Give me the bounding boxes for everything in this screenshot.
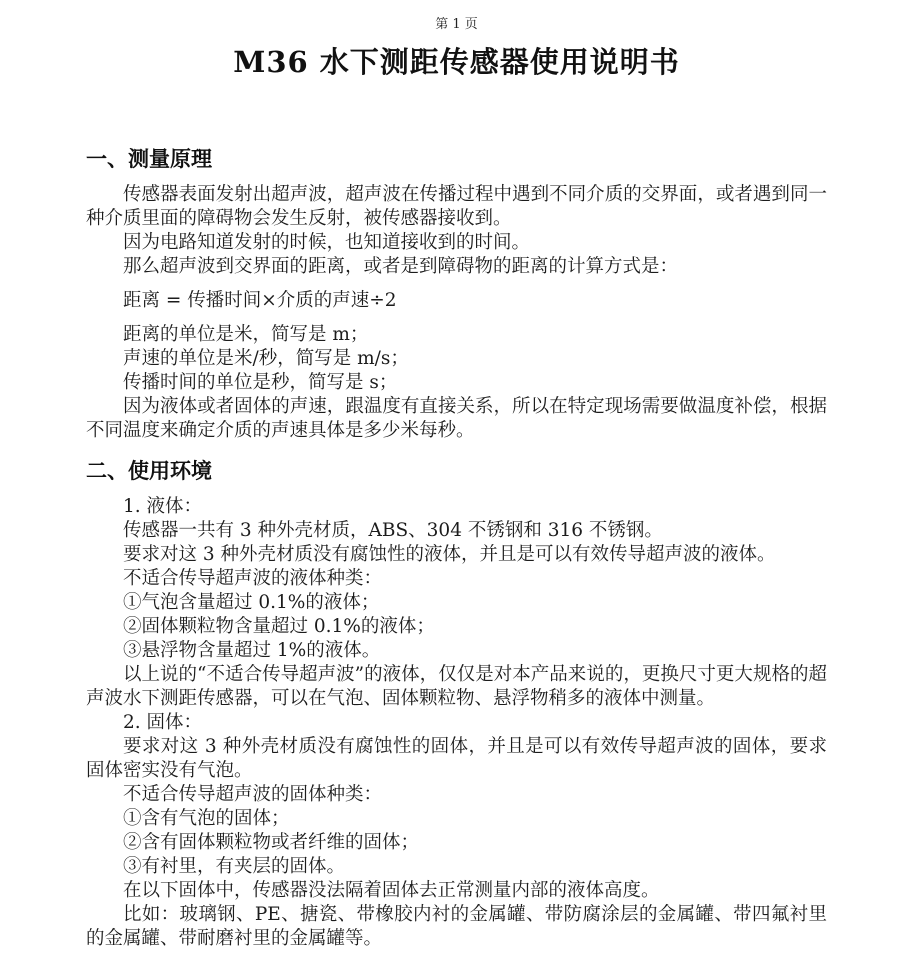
paragraph: 传感器一共有 3 种外壳材质，ABS、304 不锈钢和 316 不锈钢。 <box>123 520 663 541</box>
paragraph: 因为液体或者固体的声速，跟温度有直接关系，所以在特定现场需要做温度补偿，根据不同温度来确定介质的声速具体是多少米每秒。 <box>86 396 827 441</box>
paragraph: 声速的单位是米/秒，简写是 m/s； <box>123 348 409 369</box>
paragraph: 不适合传导超声波的液体种类： <box>123 568 383 589</box>
paragraph: 2. 固体： <box>123 712 203 733</box>
paragraph: ①含有气泡的固体； <box>123 808 290 829</box>
paragraph: 传播时间的单位是秒，简写是 s； <box>123 372 398 393</box>
paragraph: ②固体颗粒物含量超过 0.1%的液体； <box>123 616 435 637</box>
paragraph: ②含有固体颗粒物或者纤维的固体； <box>123 832 420 853</box>
paragraph: 1. 液体： <box>123 496 203 517</box>
formula-line: 距离 = 传播时间×介质的声速÷2 <box>123 290 397 311</box>
paragraph: 传感器表面发射出超声波，超声波在传播过程中遇到不同介质的交界面，或者遇到同一种介质里面的障碍物会发生反射，被传感器接收到。 <box>86 184 827 229</box>
document-title: M36 水下测距传感器使用说明书 <box>233 45 680 79</box>
paragraph: 要求对这 3 种外壳材质没有腐蚀性的液体，并且是可以有效传导超声波的液体。 <box>123 544 776 565</box>
section <box>86 145 827 443</box>
paragraph: 以上说的“不适合传导超声波”的液体，仅仅是对本产品来说的，更换尺寸更大规格的超声波水下测距传感器，可以在气泡、固体颗粒物、悬浮物稍多的液体中测量。 <box>86 664 827 709</box>
paragraph: 在以下固体中，传感器没法隔着固体去正常测量内部的液体高度。 <box>123 880 660 901</box>
paragraph: 要求对这 3 种外壳材质没有腐蚀性的固体，并且是可以有效传导超声波的固体，要求固体密实没有气泡。 <box>86 736 827 781</box>
document-body <box>86 145 827 951</box>
paragraph: 因为电路知道发射的时候，也知道接收到的时间。 <box>123 232 531 253</box>
page-number: 第 1 页 <box>435 17 478 32</box>
paragraph: 比如：玻璃钢、PE、搪瓷、带橡胶内衬的金属罐、带防腐涂层的金属罐、带四氟衬里的金属罐、带耐磨衬里的金属罐等。 <box>86 904 827 949</box>
section-heading: 一、测量原理 <box>86 146 212 171</box>
section <box>86 457 827 951</box>
paragraph: 距离的单位是米，简写是 m； <box>123 324 369 345</box>
paragraph: ③悬浮物含量超过 1%的液体。 <box>123 640 381 661</box>
paragraph: ①气泡含量超过 0.1%的液体； <box>123 592 380 613</box>
paragraph: ③有衬里，有夹层的固体。 <box>123 856 346 877</box>
paragraph: 那么超声波到交界面的距离，或者是到障碍物的距离的计算方式是： <box>123 256 679 277</box>
section-heading: 二、使用环境 <box>86 458 212 483</box>
paragraph: 不适合传导超声波的固体种类： <box>123 784 383 805</box>
